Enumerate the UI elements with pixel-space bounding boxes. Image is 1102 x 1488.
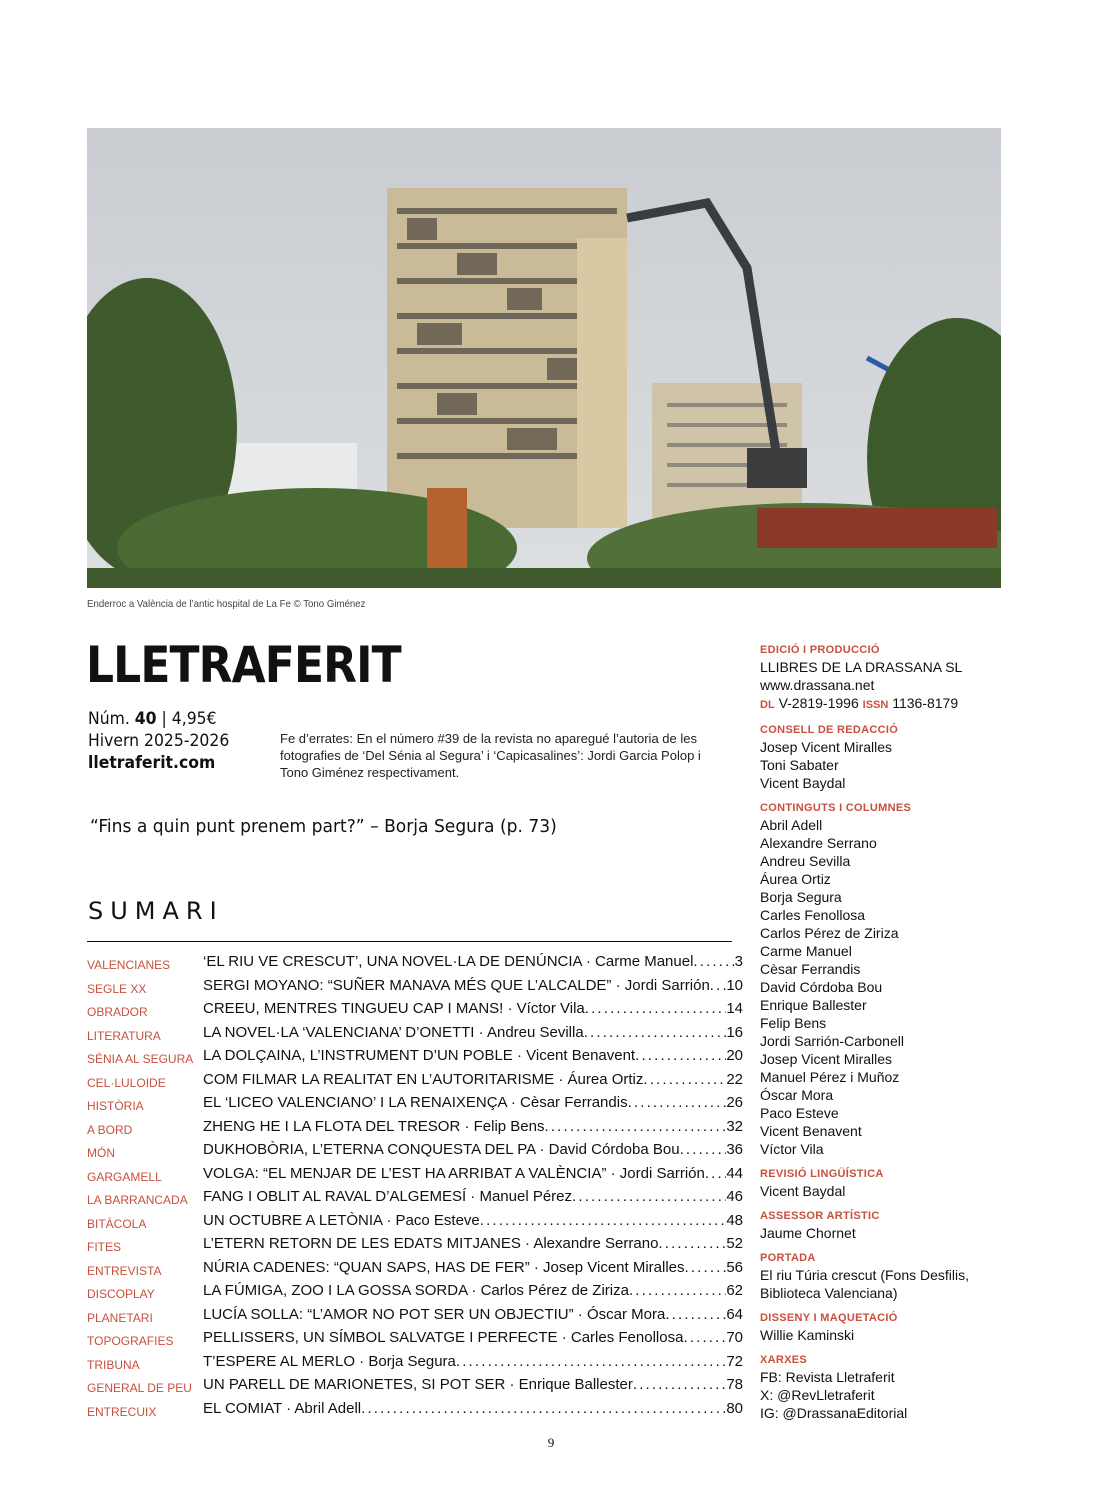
credits-heading-disseny: DISSENY I MAQUETACIÓ bbox=[760, 1312, 898, 1324]
credits-column bbox=[760, 642, 1050, 1422]
toc-section: LITERATURA bbox=[87, 1028, 161, 1043]
toc-entry[interactable] bbox=[87, 1071, 743, 1095]
toc-entry[interactable] bbox=[87, 1188, 743, 1212]
toc-section: DISCOPLAY bbox=[87, 1287, 155, 1301]
credit-name: Jaume Chornet bbox=[760, 1225, 856, 1241]
toc-leader-dots bbox=[635, 1047, 726, 1064]
toc-title: ZHENG HE I LA FLOTA DEL TRESOR · Felip Bens bbox=[203, 1117, 545, 1135]
toc-leader-dots bbox=[628, 1094, 727, 1111]
table-of-contents bbox=[87, 953, 743, 1423]
credit-name: Toni Sabater bbox=[760, 757, 839, 773]
toc-page-number: 72 bbox=[726, 1352, 743, 1370]
dl-label: DL bbox=[760, 699, 775, 711]
toc-entry[interactable] bbox=[87, 1000, 743, 1024]
credits-heading-edicio: EDICIÓ I PRODUCCIÓ bbox=[760, 644, 880, 656]
credit-name: Áurea Ortiz bbox=[760, 871, 831, 887]
toc-section: GENERAL DE PEU bbox=[87, 1381, 192, 1395]
toc-line bbox=[203, 953, 743, 970]
credit-name: Alexandre Serrano bbox=[760, 835, 877, 851]
toc-title: FANG I OBLIT AL RAVAL D’ALGEMESÍ · Manuel Pérez bbox=[203, 1188, 573, 1205]
publisher-name: LLIBRES DE LA DRASSANA SL bbox=[760, 659, 963, 675]
credit-name: FB: Revista Lletraferit bbox=[760, 1369, 895, 1385]
credits-heading-portada: PORTADA bbox=[760, 1252, 816, 1264]
credit-name: Vicent Baydal bbox=[760, 1183, 846, 1199]
toc-leader-dots bbox=[584, 1024, 727, 1041]
toc-entry[interactable] bbox=[87, 1259, 743, 1283]
toc-line bbox=[203, 1118, 743, 1135]
toc-page-number: 48 bbox=[726, 1211, 743, 1229]
demolition-photo-illustration bbox=[87, 128, 1001, 588]
toc-entry[interactable] bbox=[87, 1353, 743, 1377]
credit-name: Borja Segura bbox=[760, 889, 842, 905]
toc-entry[interactable] bbox=[87, 953, 743, 977]
toc-page-number: 20 bbox=[726, 1047, 743, 1064]
toc-title: ‘EL RIU VE CRESCUT’, UNA NOVEL·LA DE DENÚNCIA · Carme Manuel bbox=[203, 953, 694, 970]
toc-line bbox=[203, 1306, 743, 1323]
credit-groups bbox=[760, 722, 1050, 1422]
toc-section: FITES bbox=[87, 1240, 122, 1254]
toc-entry[interactable] bbox=[87, 1282, 743, 1306]
toc-page-number: 22 bbox=[726, 1070, 743, 1088]
issn-value: 1136-8179 bbox=[892, 695, 959, 711]
toc-title: LA DOLÇAINA, L’INSTRUMENT D’UN POBLE · Vicent Benavent bbox=[203, 1047, 636, 1064]
toc-line bbox=[203, 1000, 743, 1017]
credits-heading-assessor: ASSESSOR ARTÍSTIC bbox=[760, 1210, 880, 1222]
toc-line bbox=[203, 1141, 743, 1158]
issue-line bbox=[88, 708, 229, 730]
toc-section: VALENCIANES bbox=[87, 958, 171, 972]
toc-page-number: 36 bbox=[726, 1141, 743, 1158]
toc-section: ENTRECUIX bbox=[87, 1404, 157, 1419]
toc-section: LA BARRANCADA bbox=[87, 1193, 188, 1207]
toc-page-number: 14 bbox=[726, 1000, 743, 1017]
toc-section: A BORD bbox=[87, 1122, 133, 1137]
toc-leader-dots bbox=[544, 1118, 726, 1135]
credit-name: Biblioteca Valenciana) bbox=[760, 1285, 898, 1301]
toc-section: BITÀCOLA bbox=[87, 1216, 147, 1231]
toc-page-number: 64 bbox=[726, 1305, 743, 1323]
toc-line bbox=[203, 977, 743, 994]
toc-title: VOLGA: “EL MENJAR DE L’EST HA ARRIBAT A VALÈNCIA” · Jordi Sarrión bbox=[203, 1164, 705, 1182]
toc-line bbox=[203, 1094, 743, 1111]
errata-note: Fe d’errates: En el número #39 de la revista no aparegué l’autoria de les fotografies de ‘Del Sénia al Segura’ i ‘Capicasalines’: Jordi Garcia Polop i Tono Giménez respectivament. bbox=[280, 731, 701, 780]
issue-number: 40 bbox=[134, 709, 157, 729]
toc-page-number: 44 bbox=[726, 1164, 743, 1182]
toc-entry[interactable] bbox=[87, 1047, 743, 1071]
credits-heading-continguts: CONTINGUTS I COLUMNES bbox=[760, 802, 912, 814]
toc-line bbox=[203, 1259, 743, 1276]
toc-entry[interactable] bbox=[87, 1306, 743, 1330]
credit-name: Carlos Pérez de Ziriza bbox=[760, 925, 899, 941]
toc-page-number: 62 bbox=[726, 1282, 743, 1299]
toc-entry[interactable] bbox=[87, 1141, 743, 1165]
toc-leader-dots bbox=[480, 1212, 727, 1229]
issue-info bbox=[88, 708, 229, 774]
toc-leader-dots bbox=[705, 1165, 726, 1182]
toc-title: EL ‘LICEO VALENCIANO’ I LA RENAIXENÇA · Cèsar Ferrandis bbox=[203, 1094, 628, 1111]
toc-title: LUCÍA SOLLA: “L’AMOR NO POT SER UN OBJECTIU” · Óscar Mora bbox=[203, 1305, 666, 1323]
credit-name: Felip Bens bbox=[760, 1015, 827, 1031]
toc-section: PLANETARI bbox=[87, 1310, 153, 1325]
toc-section: SÉNIA AL SEGURA bbox=[87, 1052, 194, 1066]
toc-section: MÓN bbox=[87, 1146, 115, 1160]
toc-leader-dots bbox=[643, 1071, 726, 1088]
toc-line bbox=[203, 1353, 743, 1370]
toc-title: NÚRIA CADENES: “QUAN SAPS, HAS DE FER” · Josep Vicent Miralles bbox=[203, 1258, 685, 1276]
toc-entry[interactable] bbox=[87, 1024, 743, 1048]
toc-section: SEGLE XX bbox=[87, 981, 147, 996]
toc-entry[interactable] bbox=[87, 1094, 743, 1118]
toc-page-number: 70 bbox=[726, 1329, 743, 1346]
credit-name: Carles Fenollosa bbox=[760, 907, 866, 923]
toc-entry[interactable] bbox=[87, 1376, 743, 1400]
credit-name: Andreu Sevilla bbox=[760, 853, 851, 869]
credit-name: Abril Adell bbox=[760, 817, 823, 833]
credit-name: Manuel Pérez i Muñoz bbox=[760, 1069, 900, 1085]
toc-title: DUKHOBÒRIA, L’ETERNA CONQUESTA DEL PA · David Córdoba Bou bbox=[203, 1141, 680, 1158]
toc-section: ENTREVISTA bbox=[87, 1263, 162, 1278]
issue-prefix: Núm. bbox=[88, 709, 130, 729]
toc-title: COM FILMAR LA REALITAT EN L’AUTORITARISME · Áurea Ortiz bbox=[203, 1070, 644, 1088]
toc-section: TOPOGRAFIES bbox=[87, 1334, 174, 1348]
toc-leader-dots bbox=[693, 953, 734, 970]
toc-leader-dots bbox=[658, 1235, 726, 1252]
toc-title: T’ESPERE AL MERLO · Borja Segura bbox=[203, 1352, 456, 1370]
toc-line bbox=[203, 1024, 743, 1041]
toc-page-number: 78 bbox=[726, 1376, 743, 1393]
toc-entry[interactable] bbox=[87, 1235, 743, 1259]
credit-name: IG: @DrassanaEditorial bbox=[760, 1405, 908, 1421]
toc-title: LA FÚMIGA, ZOO I LA GOSSA SORDA · Carlos Pérez de Ziriza bbox=[203, 1282, 629, 1299]
toc-leader-dots bbox=[585, 1000, 727, 1017]
toc-leader-dots bbox=[680, 1141, 727, 1158]
toc-page-number: 3 bbox=[734, 953, 743, 970]
toc-page-number: 56 bbox=[726, 1258, 743, 1276]
credits-heading-revisio: REVISIÓ LINGÜÍSTICA bbox=[760, 1168, 884, 1180]
toc-title: UN OCTUBRE A LETÒNIA · Paco Esteve bbox=[203, 1211, 480, 1229]
toc-line bbox=[203, 1329, 743, 1346]
toc-leader-dots bbox=[456, 1353, 726, 1370]
toc-title: PELLISSERS, UN SÍMBOL SALVATGE I PERFECTE · Carles Fenollosa bbox=[203, 1329, 684, 1346]
credit-name: Willie Kaminski bbox=[760, 1327, 855, 1343]
toc-title: SERGI MOYANO: “SUÑER MANAVA MÉS QUE L’ALCALDE” · Jordi Sarrión bbox=[203, 976, 710, 994]
toc-entry[interactable] bbox=[87, 1118, 743, 1142]
toc-leader-dots bbox=[633, 1376, 726, 1393]
credit-name: Cèsar Ferrandis bbox=[760, 961, 861, 977]
page-number: 9 bbox=[547, 1435, 555, 1450]
toc-leader-dots bbox=[665, 1306, 726, 1323]
toc-section: OBRADOR bbox=[87, 1005, 148, 1019]
toc-page-number: 46 bbox=[726, 1188, 743, 1205]
toc-leader-dots bbox=[629, 1282, 726, 1299]
toc-title: EL COMIAT · Abril Adell bbox=[203, 1399, 362, 1417]
toc-line bbox=[203, 1400, 743, 1417]
legal-deposit bbox=[760, 694, 1050, 714]
photo-caption: Enderroc a València de l’antic hospital de La Fe © Tono Giménez bbox=[87, 598, 366, 610]
toc-line bbox=[203, 1282, 743, 1299]
toc-title: CREEU, MENTRES TINGUEU CAP I MANS! · Víctor Vila bbox=[203, 1000, 585, 1017]
credit-name: Enrique Ballester bbox=[760, 997, 867, 1013]
credit-name: Josep Vicent Miralles bbox=[760, 739, 893, 755]
toc-page-number: 26 bbox=[726, 1094, 743, 1111]
toc-entry[interactable] bbox=[87, 1212, 743, 1236]
toc-line bbox=[203, 1071, 743, 1088]
toc-page-number: 52 bbox=[726, 1235, 743, 1252]
toc-leader-dots bbox=[683, 1329, 726, 1346]
toc-section: TRIBUNA bbox=[87, 1357, 140, 1372]
credit-name: El riu Túria crescut (Fons Desfilis, bbox=[760, 1267, 970, 1283]
credit-name: X: @RevLletraferit bbox=[760, 1387, 875, 1403]
toc-leader-dots bbox=[572, 1188, 726, 1205]
issue-price: | 4,95€ bbox=[161, 709, 217, 729]
credit-name: Carme Manuel bbox=[760, 943, 852, 959]
credit-name: Jordi Sarrión-Carbonell bbox=[760, 1033, 904, 1049]
toc-entry[interactable] bbox=[87, 1329, 743, 1353]
toc-line bbox=[203, 1047, 743, 1064]
toc-entry[interactable] bbox=[87, 1165, 743, 1189]
credits-heading-xarxes: XARXES bbox=[760, 1354, 808, 1366]
toc-title: LA NOVEL·LA ‘VALENCIANA’ D’ONETTI · Andreu Sevilla bbox=[203, 1023, 584, 1041]
toc-entry[interactable] bbox=[87, 977, 743, 1001]
credits-heading-consell: CONSELL DE REDACCIÓ bbox=[760, 724, 899, 736]
dl-value: V-2819-1996 bbox=[778, 695, 859, 711]
toc-section: CEL·LULOIDE bbox=[87, 1075, 166, 1090]
toc-leader-dots bbox=[685, 1259, 727, 1276]
magazine-logo: LLETRAFERIT bbox=[86, 636, 401, 694]
publisher-web[interactable]: www.drassana.net bbox=[760, 677, 875, 693]
toc-line bbox=[203, 1212, 743, 1229]
toc-page-number: 16 bbox=[726, 1023, 743, 1041]
toc-line bbox=[203, 1188, 743, 1205]
issn-label: ISSN bbox=[862, 699, 889, 711]
pull-quote: “Fins a quin punt prenem part?” – Borja Segura (p. 73) bbox=[90, 816, 557, 837]
toc-page-number: 32 bbox=[726, 1117, 743, 1135]
toc-entry[interactable] bbox=[87, 1400, 743, 1424]
toc-section: GARGAMELL bbox=[87, 1169, 162, 1184]
toc-page-number: 80 bbox=[726, 1399, 743, 1417]
credit-name: Vicent Benavent bbox=[760, 1123, 862, 1139]
website-link[interactable]: lletraferit.com bbox=[88, 753, 216, 773]
toc-section: HISTÒRIA bbox=[87, 1099, 144, 1113]
toc-title: L’ETERN RETORN DE LES EDATS MITJANES · Alexandre Serrano bbox=[203, 1235, 659, 1252]
credit-name: Vicent Baydal bbox=[760, 775, 846, 791]
credit-name: Víctor Vila bbox=[760, 1141, 824, 1157]
toc-page-number: 10 bbox=[726, 976, 743, 994]
credit-name: David Córdoba Bou bbox=[760, 979, 883, 995]
credit-name: Josep Vicent Miralles bbox=[760, 1051, 893, 1067]
toc-leader-dots bbox=[710, 977, 727, 994]
toc-title: UN PARELL DE MARIONETES, SI POT SER · Enrique Ballester bbox=[203, 1376, 633, 1393]
cover-photo bbox=[87, 128, 1001, 588]
credit-name: Óscar Mora bbox=[760, 1087, 834, 1103]
toc-line bbox=[203, 1165, 743, 1182]
credit-name: Paco Esteve bbox=[760, 1105, 839, 1121]
issue-season: Hivern 2025-2026 bbox=[88, 731, 230, 751]
toc-line bbox=[203, 1376, 743, 1393]
sumari-heading: SUMARI bbox=[88, 897, 224, 925]
sumari-divider bbox=[87, 941, 732, 942]
toc-line bbox=[203, 1235, 743, 1252]
toc-leader-dots bbox=[361, 1400, 726, 1417]
